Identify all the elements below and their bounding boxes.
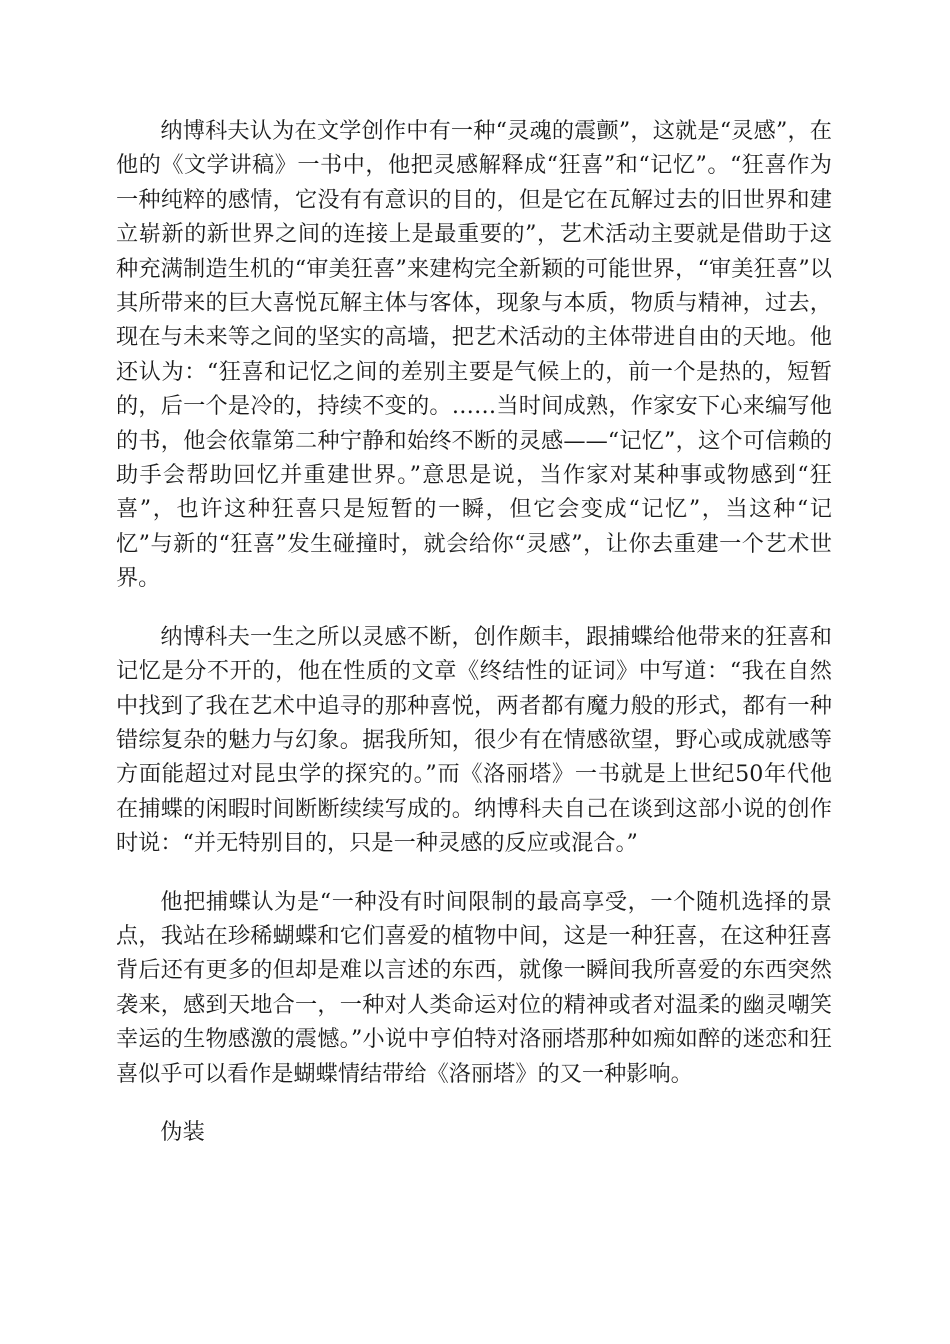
section-heading: 伪装 [160,1118,205,1145]
paragraph-butterfly-ecstasy: 纳博科夫一生之所以灵感不断，创作颇丰，跟捕蝶给他带来的狂喜和记忆是分不开的，他在性质的文章《终结性的证词》中写道：“我在自然中找到了我在艺术中追寻的那种喜悦，两者都有魔力般的形式，都有一种错综复杂的魅力与幻象。据我所知，很少有在情感欲望，野心或成就感等方面能超过对昆虫学的探究的。”而《洛丽塔》一书就是上世纪50年代他在捕蝶的闲暇时间断断续续写成的。纳博科夫自己在谈到这部小说的创作时说：“并无特别目的，只是一种灵感的反应或混合。” [116,623,832,857]
document-page [116,114,832,1149]
paragraph-inspiration: 纳博科夫认为在文学创作中有一种“灵魂的震颤”，这就是“灵感”，在他的《文学讲稿》一书中，他把灵感解释成“狂喜”和“记忆”。“狂喜作为一种纯粹的感情，它没有有意识的目的，但是它在瓦解过去的旧世界和建立崭新的新世界之间的连接上是最重要的”，艺术活动主要就是借助于这种充满制造生机的“审美狂喜”来建构完全新颖的可能世界，“审美狂喜”以其所带来的巨大喜悦瓦解主体与客体，现象与本质，物质与精神，过去，现在与未来等之间的坚实的高墙，把艺术活动的主体带进自由的天地。他还认为：“狂喜和记忆之间的差别主要是气候上的，前一个是热的，短暂的，后一个是冷的，持续不变的。……当时间成熟，作家安下心来编写他的书，他会依靠第二种宁静和始终不断的灵感——“记忆”，这个可信赖的助手会帮助回忆并重建世界。”意思是说，当作家对某种事或物感到“狂喜”，也许这种狂喜只是短暂的一瞬，但它会变成“记忆”，当这种“记忆”与新的“狂喜”发生碰撞时，就会给你“灵感”，让你去重建一个艺术世界。 [116,118,832,592]
paragraph-butterfly-enjoyment: 他把捕蝶认为是“一种没有时间限制的最高享受，一个随机选择的景点，我站在珍稀蝴蝶和它们喜爱的植物中间，这是一种狂喜，在这种狂喜背后还有更多的但却是难以言述的东西，就像一瞬间我所喜爱的东西突然袭来，感到天地合一，一种对人类命运对位的精神或者对温柔的幽灵嘲笑幸运的生物感激的震憾。”小说中亨伯特对洛丽塔那种如痴如醉的迷恋和狂喜似乎可以看作是蝴蝶情结带给《洛丽塔》的又一种影响。 [116,888,832,1087]
